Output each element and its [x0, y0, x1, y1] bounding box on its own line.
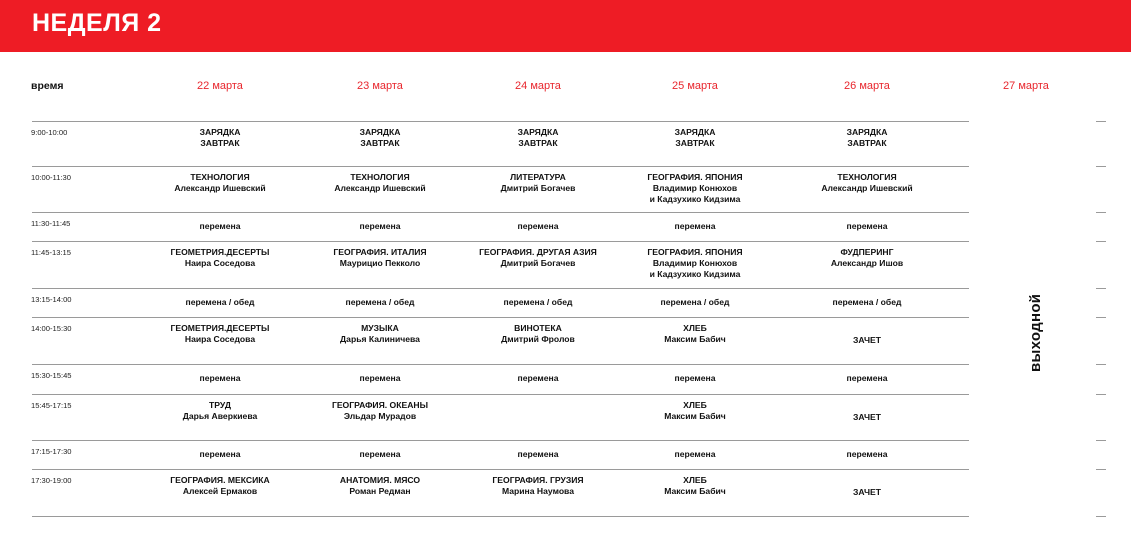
cell-teacher: Александр Ишевский [174, 183, 266, 193]
schedule-cell [620, 449, 770, 460]
schedule-cell [792, 412, 942, 423]
schedule-cell [620, 247, 770, 280]
cell-title: перемена [846, 448, 888, 459]
schedule-cell [620, 400, 770, 422]
schedule-cell [463, 449, 613, 460]
cell-title: ГЕОГРАФИЯ. МЕКСИКА [170, 475, 270, 485]
cell-title: перемена / обед [660, 296, 730, 307]
cell-title: ГЕОГРАФИЯ. ОКЕАНЫ [331, 400, 429, 410]
cell-title: ФУДПЕРИНГ [840, 247, 894, 257]
cell-teacher: и Кадзухико Кидзима [649, 269, 741, 279]
cell-teacher: Дарья Калиничева [340, 334, 420, 344]
schedule-cell [792, 487, 942, 498]
schedule-cell [792, 127, 942, 149]
time-slot: 9:00-10:00 [31, 128, 68, 137]
cell-title: перемена [846, 373, 888, 383]
schedule-cell [792, 449, 942, 460]
cell-title: ЗАРЯДКА [846, 127, 888, 137]
schedule-cell [145, 127, 295, 149]
schedule-cell [305, 400, 455, 422]
row-divider-dash [1096, 317, 1106, 318]
cell-teacher: Наира Соседова [184, 258, 256, 268]
schedule-cell [305, 127, 455, 149]
time-slot: 15:30-15:45 [31, 371, 72, 380]
schedule-cell [792, 247, 942, 269]
row-divider-dash [1096, 166, 1106, 167]
schedule-cell [620, 297, 770, 308]
cell-teacher: ЗАВТРАК [847, 138, 887, 148]
cell-teacher: Наира Соседова [184, 334, 256, 344]
cell-title: ГЕОГРАФИЯ. ДРУГАЯ АЗИЯ [479, 247, 597, 257]
time-slot: 14:00-15:30 [31, 324, 72, 333]
row-divider-dash [1096, 440, 1106, 441]
schedule-cell [792, 297, 942, 308]
cell-teacher: Александр Ишов [830, 258, 904, 268]
cell-title: ГЕОГРАФИЯ. ЯПОНИЯ [647, 247, 743, 257]
cell-title: ХЛЕБ [683, 400, 707, 410]
schedule-cell [792, 172, 942, 194]
cell-title: перемена [846, 220, 888, 231]
cell-teacher: Максим Бабич [664, 411, 726, 421]
cell-title: перемена / обед [832, 296, 902, 307]
schedule-cell [305, 172, 455, 194]
cell-title: перемена [674, 373, 716, 383]
schedule-cell [305, 247, 455, 269]
schedule-cell [463, 373, 613, 384]
row-divider [32, 394, 969, 395]
cell-title: перемена [674, 220, 716, 231]
schedule-cell [463, 297, 613, 308]
schedule-cell [620, 172, 770, 205]
cell-title: ГЕОМЕТРИЯ.ДЕСЕРТЫ [170, 247, 270, 257]
cell-title: перемена [359, 448, 401, 459]
schedule-cell [305, 475, 455, 497]
cell-title: ГЕОМЕТРИЯ.ДЕСЕРТЫ [170, 323, 270, 333]
row-divider-dash [1096, 241, 1106, 242]
cell-title: ТЕХНОЛОГИЯ [350, 172, 410, 182]
cell-title: ЗАРЯДКА [359, 127, 401, 137]
schedule-cell [145, 221, 295, 232]
time-slot: 11:45-13:15 [31, 248, 71, 257]
schedule-cell [463, 475, 613, 497]
header-banner [0, 0, 1131, 52]
cell-title: перемена [359, 220, 401, 231]
time-slot: 15:45-17:15 [31, 401, 72, 410]
cell-teacher: Дмитрий Богачев [500, 258, 576, 268]
schedule-cell [145, 297, 295, 308]
cell-teacher: Алексей Ермаков [182, 486, 258, 496]
row-divider-dash [1096, 394, 1106, 395]
cell-teacher: Дмитрий Фролов [501, 334, 575, 344]
schedule-cell [792, 373, 942, 384]
date-header: 27 марта [1003, 80, 1049, 92]
row-divider [32, 121, 969, 122]
cell-teacher: Марина Наумова [501, 486, 575, 496]
cell-teacher: Владимир Конюхов [652, 258, 738, 268]
schedule-cell [620, 323, 770, 345]
cell-title: перемена / обед [345, 296, 415, 307]
row-divider [32, 317, 969, 318]
cell-teacher: и Кадзухико Кидзима [649, 194, 741, 204]
date-header: 23 марта [357, 80, 403, 92]
cell-title: ТЕХНОЛОГИЯ [190, 172, 250, 182]
schedule-cell [620, 475, 770, 497]
cell-title: АНАТОМИЯ. МЯСО [339, 475, 421, 485]
cell-title: перемена [674, 448, 716, 459]
schedule-cell [305, 373, 455, 384]
cell-title: ТРУД [209, 400, 231, 410]
cell-title: ГЕОГРАФИЯ. ГРУЗИЯ [492, 475, 584, 485]
schedule-cell [145, 400, 295, 422]
row-divider [32, 288, 969, 289]
cell-title: ЗАРЯДКА [674, 127, 716, 137]
cell-title: перемена [517, 220, 559, 231]
schedule-cell [620, 127, 770, 149]
row-divider [32, 166, 969, 167]
schedule-cell [305, 323, 455, 345]
cell-title: ЗАЧЕТ [853, 411, 881, 422]
schedule-cell [305, 297, 455, 308]
schedule-cell [145, 172, 295, 194]
cell-teacher: ЗАВТРАК [200, 138, 240, 148]
cell-teacher: Максим Бабич [664, 486, 726, 496]
row-divider [32, 212, 969, 213]
schedule-cell [463, 221, 613, 232]
schedule-cell [792, 221, 942, 232]
cell-title: перемена [517, 373, 559, 383]
row-divider-dash [1096, 121, 1106, 122]
schedule-cell [463, 172, 613, 194]
schedule-cell [792, 335, 942, 346]
cell-teacher: Максим Бабич [664, 334, 726, 344]
row-divider [32, 241, 969, 242]
cell-teacher: Дарья Аверкиева [182, 411, 258, 421]
row-divider-dash [1096, 364, 1106, 365]
cell-title: перемена / обед [503, 296, 573, 307]
cell-teacher: Роман Редман [349, 486, 411, 496]
schedule-cell [463, 127, 613, 149]
schedule-cell [463, 323, 613, 345]
schedule-cell [145, 475, 295, 497]
cell-title: ЗАЧЕТ [853, 487, 881, 497]
cell-title: ХЛЕБ [683, 323, 707, 333]
cell-title: ВИНОТЕКА [514, 323, 562, 333]
cell-teacher: ЗАВТРАК [675, 138, 715, 148]
cell-teacher: Александр Ишевский [334, 183, 426, 193]
schedule-cell [620, 373, 770, 384]
time-column-header: время [31, 80, 64, 92]
date-header: 24 марта [515, 80, 561, 92]
row-divider [32, 440, 969, 441]
schedule-cell [305, 221, 455, 232]
cell-title: ЛИТЕРАТУРА [510, 172, 566, 182]
time-slot: 11:30-11:45 [31, 219, 71, 228]
row-divider-dash [1096, 516, 1106, 517]
schedule-cell [620, 221, 770, 232]
date-header: 26 марта [844, 80, 890, 92]
date-header: 22 марта [197, 80, 243, 92]
time-slot: 13:15-14:00 [31, 295, 72, 304]
cell-teacher: Александр Ишевский [821, 183, 913, 193]
time-slot: 17:15-17:30 [31, 447, 72, 456]
cell-title: перемена [199, 220, 241, 231]
schedule-cell [463, 247, 613, 269]
schedule-cell [145, 373, 295, 384]
cell-title: перемена [199, 448, 241, 459]
cell-title: ТЕХНОЛОГИЯ [837, 172, 897, 182]
cell-title: ЗАРЯДКА [517, 127, 559, 137]
cell-title: ГЕОГРАФИЯ. ИТАЛИЯ [333, 247, 427, 257]
row-divider-dash [1096, 212, 1106, 213]
cell-teacher: ЗАВТРАК [360, 138, 400, 148]
date-header: 25 марта [672, 80, 718, 92]
row-divider [32, 469, 969, 470]
cell-teacher: Маурицио Пекколо [339, 258, 421, 268]
cell-teacher: Дмитрий Богачев [500, 183, 576, 193]
row-divider-dash [1096, 288, 1106, 289]
schedule-cell [145, 247, 295, 269]
cell-title: МУЗЫКА [361, 323, 399, 333]
cell-title: перемена [517, 448, 559, 459]
cell-title: ЗАЧЕТ [853, 335, 881, 345]
day-off-label: выходной [1027, 293, 1044, 372]
cell-title: ХЛЕБ [683, 475, 707, 485]
cell-title: перемена [199, 373, 241, 383]
row-divider-dash [1096, 469, 1106, 470]
row-divider [32, 516, 969, 517]
time-slot: 10:00-11:30 [31, 173, 71, 182]
row-divider [32, 364, 969, 365]
cell-teacher: Владимир Конюхов [652, 183, 738, 193]
time-slot: 17:30-19:00 [31, 476, 72, 485]
cell-title: ГЕОГРАФИЯ. ЯПОНИЯ [647, 172, 743, 182]
cell-teacher: ЗАВТРАК [518, 138, 558, 148]
cell-title: перемена [359, 373, 401, 383]
cell-title: перемена / обед [185, 296, 255, 307]
schedule-cell [145, 449, 295, 460]
schedule-cell [305, 449, 455, 460]
cell-title: ЗАРЯДКА [199, 127, 241, 137]
page-title: НЕДЕЛЯ 2 [32, 9, 162, 37]
schedule-cell [145, 323, 295, 345]
cell-teacher: Эльдар Мурадов [343, 411, 417, 421]
